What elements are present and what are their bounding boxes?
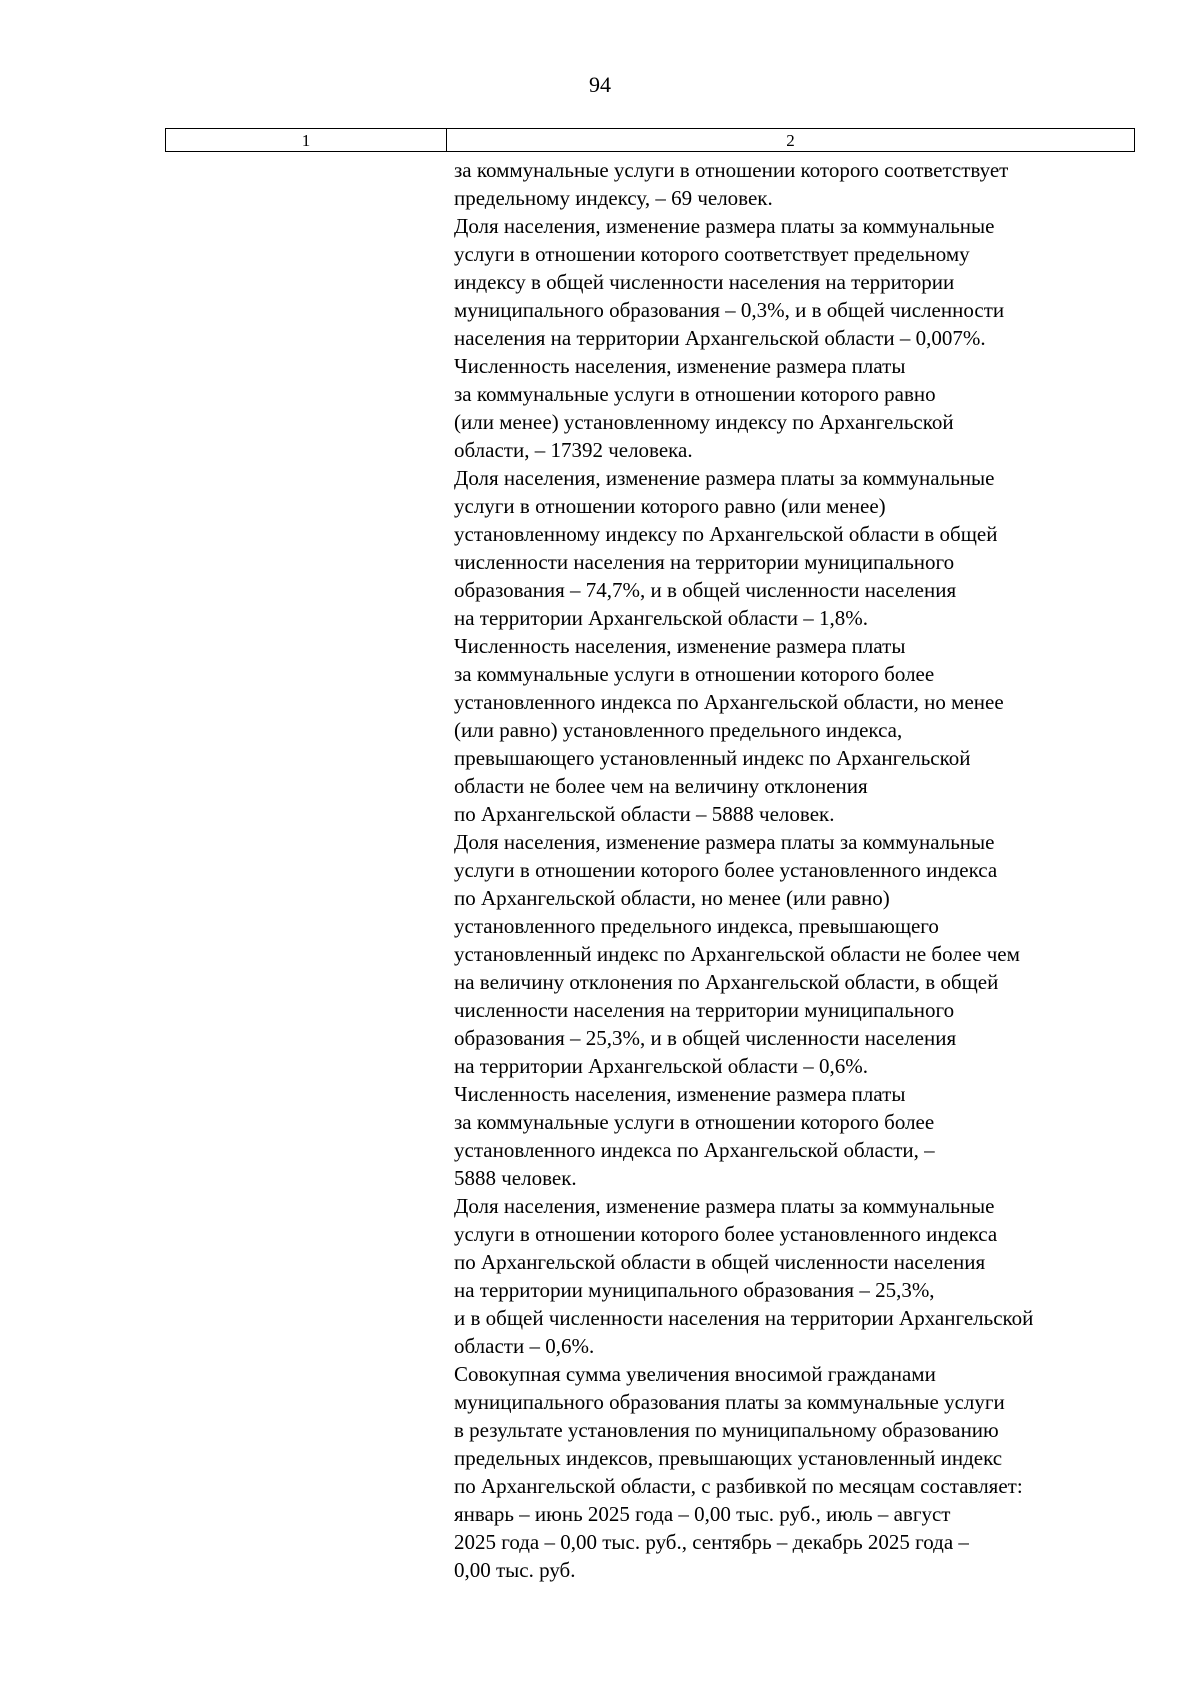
text-line: установленный индекс по Архангельской области не более чем xyxy=(454,942,1020,966)
text-line: и в общей численности населения на территории Архангельской xyxy=(454,1306,1034,1330)
text-line: Доля населения, изменение размера платы за коммунальные xyxy=(454,214,995,238)
text-line: по Архангельской области, с разбивкой по месяцам составляет: xyxy=(454,1474,1023,1498)
text-line: услуги в отношении которого более установленного индекса xyxy=(454,858,998,882)
text-line: услуги в отношении которого соответствует предельному xyxy=(454,242,970,266)
text-line: 0,00 тыс. руб. xyxy=(454,1558,576,1582)
text-line: населения на территории Архангельской области – 0,007%. xyxy=(454,326,986,350)
text-line: в результате установления по муниципальному образованию xyxy=(454,1418,999,1442)
text-line: области не более чем на величину отклонения xyxy=(454,774,868,798)
text-line: 5888 человек. xyxy=(454,1166,577,1190)
text-line: по Архангельской области, но менее (или равно) xyxy=(454,886,890,910)
text-line: по Архангельской области – 5888 человек. xyxy=(454,802,835,826)
text-line: услуги в отношении которого более установленного индекса xyxy=(454,1222,998,1246)
table-header-col2: 2 xyxy=(447,129,1135,152)
text-line: услуги в отношении которого равно (или менее) xyxy=(454,494,886,518)
text-line: превышающего установленный индекс по Архангельской xyxy=(454,746,971,770)
text-line: Доля населения, изменение размера платы за коммунальные xyxy=(454,1194,995,1218)
text-line: муниципального образования платы за коммунальные услуги xyxy=(454,1390,1005,1414)
text-line: установленного предельного индекса, превышающего xyxy=(454,914,939,938)
text-line: 2025 года – 0,00 тыс. руб., сентябрь – декабрь 2025 года – xyxy=(454,1530,969,1554)
text-line: области, – 17392 человека. xyxy=(454,438,693,462)
text-line: на территории муниципального образования – 25,3%, xyxy=(454,1278,935,1302)
text-line: индексу в общей численности населения на территории xyxy=(454,270,955,294)
text-line: за коммунальные услуги в отношении которого более xyxy=(454,1110,935,1134)
table-header-col1: 1 xyxy=(166,129,447,152)
text-line: январь – июнь 2025 года – 0,00 тыс. руб., июль – август xyxy=(454,1502,951,1526)
text-line: численности населения на территории муниципального xyxy=(454,550,955,574)
text-line: установленного индекса по Архангельской области, – xyxy=(454,1138,935,1162)
text-line: за коммунальные услуги в отношении которого равно xyxy=(454,382,936,406)
text-line: Численность населения, изменение размера платы xyxy=(454,1082,906,1106)
text-line: Доля населения, изменение размера платы за коммунальные xyxy=(454,830,995,854)
text-line: установленного индекса по Архангельской области, но менее xyxy=(454,690,1004,714)
text-line: области – 0,6%. xyxy=(454,1334,595,1358)
text-line: образования – 25,3%, и в общей численности населения xyxy=(454,1026,957,1050)
text-line: по Архангельской области в общей численности населения xyxy=(454,1250,986,1274)
text-line: муниципального образования – 0,3%, и в общей численности xyxy=(454,298,1005,322)
text-line: на территории Архангельской области – 0,6%. xyxy=(454,1054,868,1078)
text-line: установленному индексу по Архангельской области в общей xyxy=(454,522,998,546)
table-cell-col2-text xyxy=(454,156,1144,1584)
table-header xyxy=(165,128,1135,152)
text-line: на территории Архангельской области – 1,8%. xyxy=(454,606,868,630)
text-line: (или равно) установленного предельного индекса, xyxy=(454,718,903,742)
text-line: предельному индексу, – 69 человек. xyxy=(454,186,773,210)
text-line: Численность населения, изменение размера платы xyxy=(454,354,906,378)
table-header-row xyxy=(166,129,1135,152)
text-line: предельных индексов, превышающих установленный индекс xyxy=(454,1446,1003,1470)
text-line: за коммунальные услуги в отношении которого соответствует xyxy=(454,158,1009,182)
text-line: Доля населения, изменение размера платы за коммунальные xyxy=(454,466,995,490)
text-line: за коммунальные услуги в отношении которого более xyxy=(454,662,935,686)
text-line: на величину отклонения по Архангельской области, в общей xyxy=(454,970,999,994)
text-line: Совокупная сумма увеличения вносимой гражданами xyxy=(454,1362,936,1386)
text-line: образования – 74,7%, и в общей численности населения xyxy=(454,578,957,602)
text-line: численности населения на территории муниципального xyxy=(454,998,955,1022)
text-line: (или менее) установленному индексу по Архангельской xyxy=(454,410,954,434)
text-line: Численность населения, изменение размера платы xyxy=(454,634,906,658)
page-number: 94 xyxy=(589,72,611,97)
